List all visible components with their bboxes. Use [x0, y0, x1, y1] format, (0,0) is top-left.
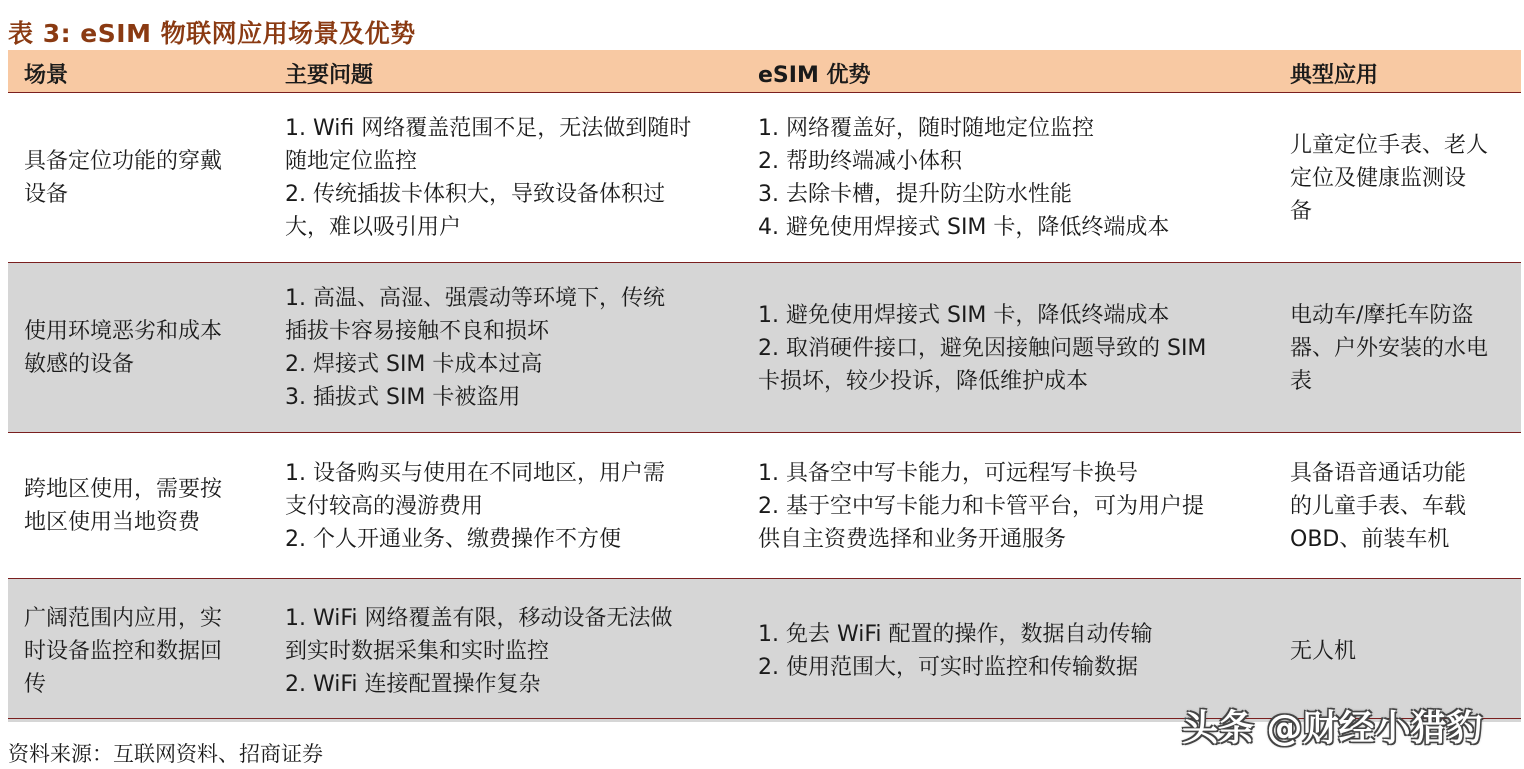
cell-applications: [1290, 433, 1520, 579]
cell-line: 电动车/摩托车防盗: [1290, 302, 1474, 328]
cell-line: 具备语音通话功能: [1290, 460, 1467, 486]
cell-line: 2. 帮助终端减小体积: [758, 149, 962, 174]
cell-scene: [24, 263, 264, 433]
cell-line: 时设备监控和数据回: [24, 638, 223, 664]
cell-line: 敏感的设备: [24, 352, 135, 377]
cell-line: 2. 焊接式 SIM 卡成本过高: [285, 352, 543, 377]
table-title: 表 3: eSIM 物联网应用场景及优势: [8, 19, 416, 48]
cell-line: 1. 具备空中写卡能力，可远程写卡换号: [758, 460, 1138, 486]
cell-line: 地区使用当地资费: [24, 510, 201, 535]
cell-scene: [24, 579, 264, 723]
table-row: [8, 92, 1521, 262]
cell-line: 表: [1290, 368, 1313, 394]
cell-line: 插拔卡容易接触不良和损坏: [285, 319, 550, 344]
cell-line: 2. WiFi 连接配置操作复杂: [285, 671, 541, 697]
cell-line: 定位及健康监测设: [1290, 165, 1467, 191]
cell-line: 具备定位功能的穿戴: [24, 149, 223, 174]
watermark: 头条 @财经小猎豹: [1182, 708, 1483, 749]
header-scene: 场景: [24, 63, 69, 88]
cell-problems: [285, 93, 745, 263]
cell-line: 1. 网络覆盖好，随时随地定位监控: [758, 116, 1094, 141]
cell-line: 2. 基于空中写卡能力和卡管平台，可为用户提: [758, 493, 1204, 519]
cell-problems: [285, 579, 745, 723]
cell-line: 供自主资费选择和业务开通服务: [758, 526, 1067, 552]
cell-line: 传: [24, 671, 47, 697]
cell-applications: [1290, 263, 1520, 433]
cell-advantages: [758, 93, 1278, 263]
cell-line: 4. 避免使用焊接式 SIM 卡，降低终端成本: [758, 215, 1170, 240]
cell-problems: [285, 263, 745, 433]
cell-scene: [24, 93, 264, 263]
cell-scene: [24, 433, 264, 579]
cell-line: 到实时数据采集和实时监控: [285, 638, 550, 664]
cell-advantages: [758, 263, 1278, 433]
cell-line: 设备: [24, 182, 69, 207]
cell-line: 随地定位监控: [285, 149, 418, 174]
cell-line: 使用环境恶劣和成本: [24, 319, 223, 344]
cell-line: 1. 避免使用焊接式 SIM 卡，降低终端成本: [758, 302, 1170, 328]
cell-line: 1. Wifi 网络覆盖范围不足，无法做到随时: [285, 116, 692, 141]
esim-table: [8, 50, 1521, 722]
table-row: [8, 432, 1521, 578]
cell-line: 大，难以吸引用户: [285, 215, 462, 240]
cell-line: 跨地区使用，需要按: [24, 477, 223, 502]
cell-line: 2. 取消硬件接口，避免因接触问题导致的 SIM: [758, 335, 1207, 361]
cell-line: 2. 个人开通业务、缴费操作不方便: [285, 526, 621, 552]
cell-line: 的儿童手表、车载: [1290, 493, 1467, 519]
source-note: 资料来源：互联网资料、招商证券: [8, 742, 323, 766]
cell-line: 备: [1290, 198, 1313, 224]
cell-line: 支付较高的漫游费用: [285, 493, 484, 519]
header-applications: 典型应用: [1290, 63, 1379, 88]
cell-line: 广阔范围内应用，实: [24, 605, 223, 631]
cell-line: 儿童定位手表、老人: [1290, 132, 1489, 158]
cell-line: 2. 传统插拔卡体积大，导致设备体积过: [285, 182, 665, 207]
header-advantages: eSIM 优势: [758, 63, 871, 88]
cell-line: 1. 设备购买与使用在不同地区，用户需: [285, 460, 665, 486]
cell-line: 器、户外安装的水电: [1290, 335, 1489, 361]
cell-applications: [1290, 93, 1520, 263]
cell-problems: [285, 433, 745, 579]
table-header: [8, 50, 1521, 92]
cell-line: 3. 去除卡槽，提升防尘防水性能: [758, 182, 1072, 207]
header-problems: 主要问题: [285, 63, 374, 88]
cell-line: 卡损坏，较少投诉，降低维护成本: [758, 368, 1089, 394]
cell-line: 1. WiFi 网络覆盖有限，移动设备无法做: [285, 605, 673, 631]
cell-advantages: [758, 433, 1278, 579]
cell-line: OBD、前装车机: [1290, 526, 1450, 552]
cell-line: 1. 高温、高湿、强震动等环境下，传统: [285, 286, 665, 311]
cell-line: 1. 免去 WiFi 配置的操作，数据自动传输: [758, 622, 1153, 647]
cell-line: 2. 使用范围大，可实时监控和传输数据: [758, 655, 1138, 680]
cell-line: 无人机: [1290, 638, 1357, 664]
cell-line: 3. 插拔式 SIM 卡被盗用: [285, 385, 521, 410]
table-row: [8, 262, 1521, 432]
